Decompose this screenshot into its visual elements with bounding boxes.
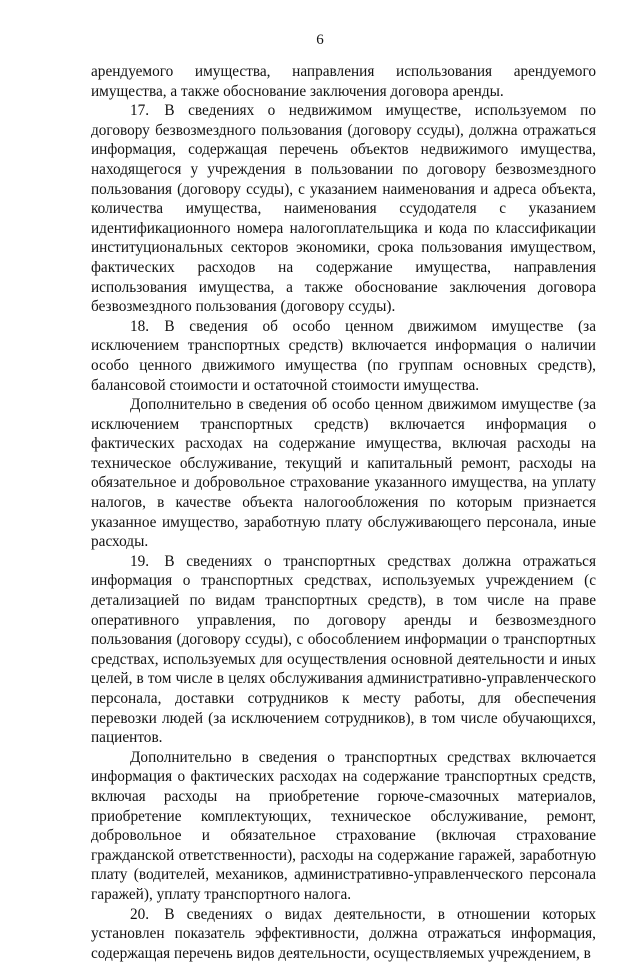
paragraph-item-19: 19. В сведениях о транспортных средствах должна отражаться информация о транспортных средствах, используемых учреждением (с детализацией по видам транспортных средств), в том числе на праве оперативного управления, по договору аренды и безвозмездного пользования (договору ссуды), с обособлением информации о транспортных средствах, используемых для осуществления основной деятельности и иных целей, в том числе в целях обслуживания административно-управленческого персонала, доставки сотрудников к месту работы, для обеспечения перевозки людей (за исключением сотрудников), в том числе обучающихся, пациентов.: [91, 552, 596, 747]
paragraph-item-19-additional: Дополнительно в сведения о транспортных средствах включается информация о фактических расходах на содержание транспортных средств, включая расходы на приобретение горюче-смазочных материалов, приобретение комплектующих, техническое обслуживание, ремонт, добровольное и обязательное страхование (включая страхование гражданской ответственности), расходы на содержание гаражей, заработную плату (водителей, механиков, административно-управленческого персонала гаражей), уплату транспортного налога.: [91, 748, 596, 903]
paragraph-continuation: арендуемого имущества, направления использования арендуемого имущества, а также обоснование заключения договора аренды.: [91, 63, 596, 100]
paragraph-item-18-additional: Дополнительно в сведения об особо ценном движимом имуществе (за исключением транспортных средств) включается информация о фактических расходах на содержание имущества, включая расходы на техническое обслуживание, текущий и капитальный ремонт, расходы на обязательное и добровольное страхование указанного имущества, на уплату налогов, в качестве объекта налогообложения по которым признается указанное имущество, заработную плату обслуживающего персонала, иные расходы.: [91, 396, 596, 551]
paragraph-item-17: 17. В сведениях о недвижимом имуществе, используемом по договору безвозмездного пользования (договору ссуды), должна отражаться информация, содержащая перечень объектов недвижимого имущества, находящегося у учреждения в пользовании по договору безвозмездного пользования (договору ссуды), с указанием наименования и адреса объекта, количества имущества, наименования ссудодателя с указанием идентификационного номера налогоплательщика и кода по классификации институциональных секторов экономики, срока пользования имуществом, фактических расходов на содержание имущества, направления использования имущества, а также обоснование заключения договора безвозмездного пользования (договору ссуды).: [91, 102, 596, 316]
page-number: 6: [316, 32, 324, 48]
paragraph-item-20: 20. В сведениях о видах деятельности, в отношении которых установлен показатель эффективности, должна отражаться информация, содержащая перечень видов деятельности, осуществляемых учреждением, в: [91, 905, 596, 962]
document-body: [91, 62, 596, 963]
paragraph-item-18: 18. В сведения об особо ценном движимом имуществе (за исключением транспортных средств) включается информация о наличии особо ценного движимого имущества (по группам основных средств), балансовой стоимости и остаточной стоимости имущества.: [91, 317, 596, 394]
